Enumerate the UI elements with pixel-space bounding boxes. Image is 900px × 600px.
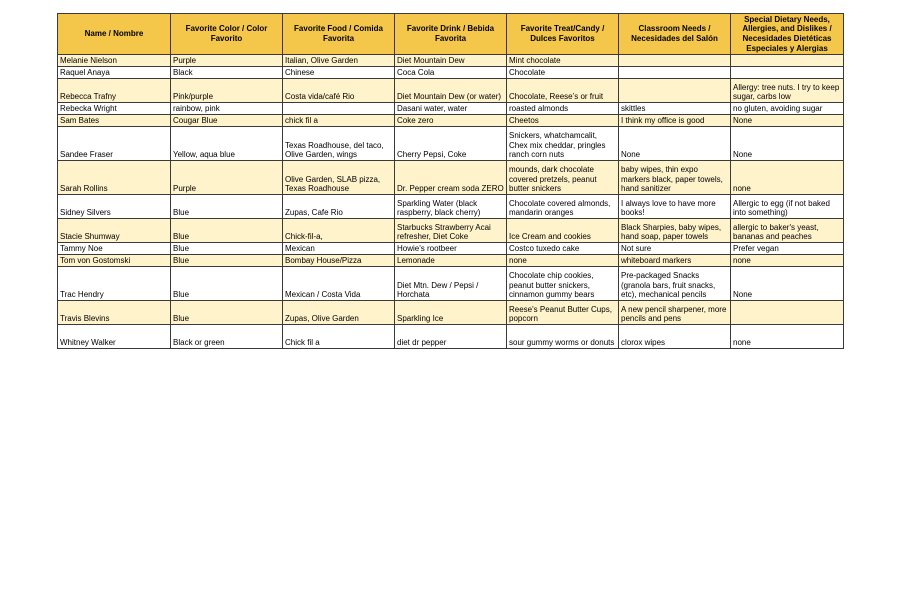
header-row bbox=[58, 14, 844, 55]
cell-dietary-needs[interactable]: None bbox=[731, 267, 844, 301]
cell-dietary-needs[interactable]: none bbox=[731, 255, 844, 267]
cell-dietary-needs[interactable]: None bbox=[731, 127, 844, 161]
cell-drink[interactable]: Dasani water, water bbox=[395, 103, 507, 115]
cell-color[interactable]: Blue bbox=[171, 255, 283, 267]
table-row bbox=[58, 103, 844, 115]
cell-food[interactable]: Chick fil a bbox=[283, 325, 395, 349]
cell-classroom-needs[interactable]: Pre-packaged Snacks (granola bars, fruit snacks, etc), mechanical pencils bbox=[619, 267, 731, 301]
cell-name[interactable]: Stacie Shumway bbox=[58, 219, 171, 243]
cell-treat[interactable]: roasted almonds bbox=[507, 103, 619, 115]
table-row bbox=[58, 67, 844, 79]
cell-dietary-needs[interactable] bbox=[731, 55, 844, 67]
cell-drink[interactable]: Diet Mtn. Dew / Pepsi / Horchata bbox=[395, 267, 507, 301]
cell-drink[interactable]: Sparkling Ice bbox=[395, 301, 507, 325]
cell-name[interactable]: Tom von Gostomski bbox=[58, 255, 171, 267]
cell-drink[interactable]: diet dr pepper bbox=[395, 325, 507, 349]
cell-dietary-needs[interactable]: allergic to baker's yeast, bananas and peaches bbox=[731, 219, 844, 243]
cell-classroom-needs[interactable]: baby wipes, thin expo markers black, paper towels, hand sanitizer bbox=[619, 161, 731, 195]
column-header-dietary-needs: Special Dietary Needs, Allergies, and Dislikes / Necesidades Dietéticas Especiales y Alergias bbox=[731, 14, 844, 55]
table-row bbox=[58, 301, 844, 325]
cell-treat[interactable]: Chocolate, Reese’s or fruit bbox=[507, 79, 619, 103]
cell-food[interactable]: Zupas, Olive Garden bbox=[283, 301, 395, 325]
column-header-treat: Favorite Treat/Candy / Dulces Favoritos bbox=[507, 14, 619, 55]
cell-classroom-needs[interactable]: clorox wipes bbox=[619, 325, 731, 349]
cell-classroom-needs[interactable] bbox=[619, 79, 731, 103]
favorites-table bbox=[57, 13, 844, 349]
cell-treat[interactable]: sour gummy worms or donuts bbox=[507, 325, 619, 349]
cell-drink[interactable]: Coke zero bbox=[395, 115, 507, 127]
cell-dietary-needs[interactable]: none bbox=[731, 161, 844, 195]
table-row bbox=[58, 267, 844, 301]
cell-food[interactable]: Chinese bbox=[283, 67, 395, 79]
cell-color[interactable]: Black or green bbox=[171, 325, 283, 349]
cell-classroom-needs[interactable]: None bbox=[619, 127, 731, 161]
cell-food[interactable]: Bombay House/Pizza bbox=[283, 255, 395, 267]
cell-classroom-needs[interactable]: Black Sharpies, baby wipes, hand soap, paper towels bbox=[619, 219, 731, 243]
cell-dietary-needs[interactable]: None bbox=[731, 115, 844, 127]
cell-color[interactable]: Cougar Blue bbox=[171, 115, 283, 127]
cell-treat[interactable]: Reese's Peanut Butter Cups, popcorn bbox=[507, 301, 619, 325]
column-header-drink: Favorite Drink / Bebida Favorita bbox=[395, 14, 507, 55]
cell-name[interactable]: Sam Bates bbox=[58, 115, 171, 127]
cell-classroom-needs[interactable]: whiteboard markers bbox=[619, 255, 731, 267]
table-row bbox=[58, 243, 844, 255]
cell-color[interactable]: Blue bbox=[171, 219, 283, 243]
cell-name[interactable]: Sandee Fraser bbox=[58, 127, 171, 161]
table-row bbox=[58, 255, 844, 267]
cell-dietary-needs[interactable]: none bbox=[731, 325, 844, 349]
cell-color[interactable]: Blue bbox=[171, 301, 283, 325]
cell-food[interactable]: Mexican bbox=[283, 243, 395, 255]
cell-treat[interactable]: Mint chocolate bbox=[507, 55, 619, 67]
cell-food[interactable]: Chick-fil-a, bbox=[283, 219, 395, 243]
column-header-name: Name / Nombre bbox=[58, 14, 171, 55]
cell-drink[interactable]: Dr. Pepper cream soda ZERO bbox=[395, 161, 507, 195]
cell-treat[interactable]: Ice Cream and cookies bbox=[507, 219, 619, 243]
cell-food[interactable]: chick fil a bbox=[283, 115, 395, 127]
cell-classroom-needs[interactable]: skittles bbox=[619, 103, 731, 115]
cell-classroom-needs[interactable]: I always love to have more books! bbox=[619, 195, 731, 219]
cell-classroom-needs[interactable]: I think my office is good bbox=[619, 115, 731, 127]
cell-treat[interactable]: none bbox=[507, 255, 619, 267]
cell-food[interactable] bbox=[283, 103, 395, 115]
cell-name[interactable]: Melanie Nielson bbox=[58, 55, 171, 67]
cell-classroom-needs[interactable]: A new pencil sharpener, more pencils and pens bbox=[619, 301, 731, 325]
column-header-classroom-needs: Classroom Needs / Necesidades del Salón bbox=[619, 14, 731, 55]
cell-dietary-needs[interactable]: Allergic to egg (if not baked into something) bbox=[731, 195, 844, 219]
cell-color[interactable]: Blue bbox=[171, 267, 283, 301]
table-body bbox=[58, 55, 844, 349]
cell-dietary-needs[interactable]: no gluten, avoiding sugar bbox=[731, 103, 844, 115]
cell-color[interactable]: Blue bbox=[171, 243, 283, 255]
column-header-food: Favorite Food / Comida Favorita bbox=[283, 14, 395, 55]
table-row bbox=[58, 161, 844, 195]
table-row bbox=[58, 127, 844, 161]
cell-drink[interactable]: Starbucks Strawberry Acai refresher, Diet Coke bbox=[395, 219, 507, 243]
cell-color[interactable]: Blue bbox=[171, 195, 283, 219]
cell-treat[interactable]: mounds, dark chocolate covered pretzels, peanut butter snickers bbox=[507, 161, 619, 195]
cell-drink[interactable]: Diet Mountain Dew (or water) bbox=[395, 79, 507, 103]
cell-food[interactable]: Mexican / Costa Vida bbox=[283, 267, 395, 301]
table-row bbox=[58, 55, 844, 67]
cell-name[interactable]: Sarah Rollins bbox=[58, 161, 171, 195]
cell-food[interactable]: Italian, Olive Garden bbox=[283, 55, 395, 67]
cell-color[interactable]: Black bbox=[171, 67, 283, 79]
cell-color[interactable]: Pink/purple bbox=[171, 79, 283, 103]
cell-name[interactable]: Trac Hendry bbox=[58, 267, 171, 301]
cell-treat[interactable]: Chocolate covered almonds, mandarin oranges bbox=[507, 195, 619, 219]
cell-food[interactable]: Costa vida/café Rio bbox=[283, 79, 395, 103]
cell-classroom-needs[interactable]: Not sure bbox=[619, 243, 731, 255]
cell-food[interactable]: Texas Roadhouse, del taco, Olive Garden, wings bbox=[283, 127, 395, 161]
cell-classroom-needs[interactable] bbox=[619, 55, 731, 67]
cell-treat[interactable]: Snickers, whatchamcalit, Chex mix cheddar, pringles ranch corn nuts bbox=[507, 127, 619, 161]
cell-drink[interactable]: Sparkling Water (black raspberry, black cherry) bbox=[395, 195, 507, 219]
cell-name[interactable]: Rebecka Wright bbox=[58, 103, 171, 115]
cell-drink[interactable]: Cherry Pepsi, Coke bbox=[395, 127, 507, 161]
cell-dietary-needs[interactable] bbox=[731, 301, 844, 325]
cell-treat[interactable]: Chocolate bbox=[507, 67, 619, 79]
cell-name[interactable]: Travis Blevins bbox=[58, 301, 171, 325]
cell-name[interactable]: Sidney Silvers bbox=[58, 195, 171, 219]
cell-treat[interactable]: Cheetos bbox=[507, 115, 619, 127]
table-row bbox=[58, 79, 844, 103]
cell-classroom-needs[interactable] bbox=[619, 67, 731, 79]
cell-dietary-needs[interactable]: Prefer vegan bbox=[731, 243, 844, 255]
cell-treat[interactable]: Chocolate chip cookies, peanut butter snickers, cinnamon gummy bears bbox=[507, 267, 619, 301]
table-row bbox=[58, 219, 844, 243]
cell-drink[interactable]: Howie's rootbeer bbox=[395, 243, 507, 255]
table-row bbox=[58, 325, 844, 349]
cell-name[interactable]: Rebecca Trafny bbox=[58, 79, 171, 103]
cell-color[interactable]: Purple bbox=[171, 161, 283, 195]
cell-food[interactable]: Olive Garden, SLAB pizza, Texas Roadhouse bbox=[283, 161, 395, 195]
cell-name[interactable]: Whitney Walker bbox=[58, 325, 171, 349]
cell-color[interactable]: rainbow, pink bbox=[171, 103, 283, 115]
cell-dietary-needs[interactable]: Allergy: tree nuts. I try to keep sugar, carbs low bbox=[731, 79, 844, 103]
cell-dietary-needs[interactable] bbox=[731, 67, 844, 79]
cell-drink[interactable]: Diet Mountain Dew bbox=[395, 55, 507, 67]
cell-drink[interactable]: Lemonade bbox=[395, 255, 507, 267]
table-row bbox=[58, 195, 844, 219]
cell-name[interactable]: Tammy Noe bbox=[58, 243, 171, 255]
cell-drink[interactable]: Coca Cola bbox=[395, 67, 507, 79]
cell-name[interactable]: Raquel Anaya bbox=[58, 67, 171, 79]
cell-color[interactable]: Purple bbox=[171, 55, 283, 67]
column-header-color: Favorite Color / Color Favorito bbox=[171, 14, 283, 55]
cell-color[interactable]: Yellow, aqua blue bbox=[171, 127, 283, 161]
cell-treat[interactable]: Costco tuxedo cake bbox=[507, 243, 619, 255]
table-row bbox=[58, 115, 844, 127]
cell-food[interactable]: Zupas, Cafe Rio bbox=[283, 195, 395, 219]
